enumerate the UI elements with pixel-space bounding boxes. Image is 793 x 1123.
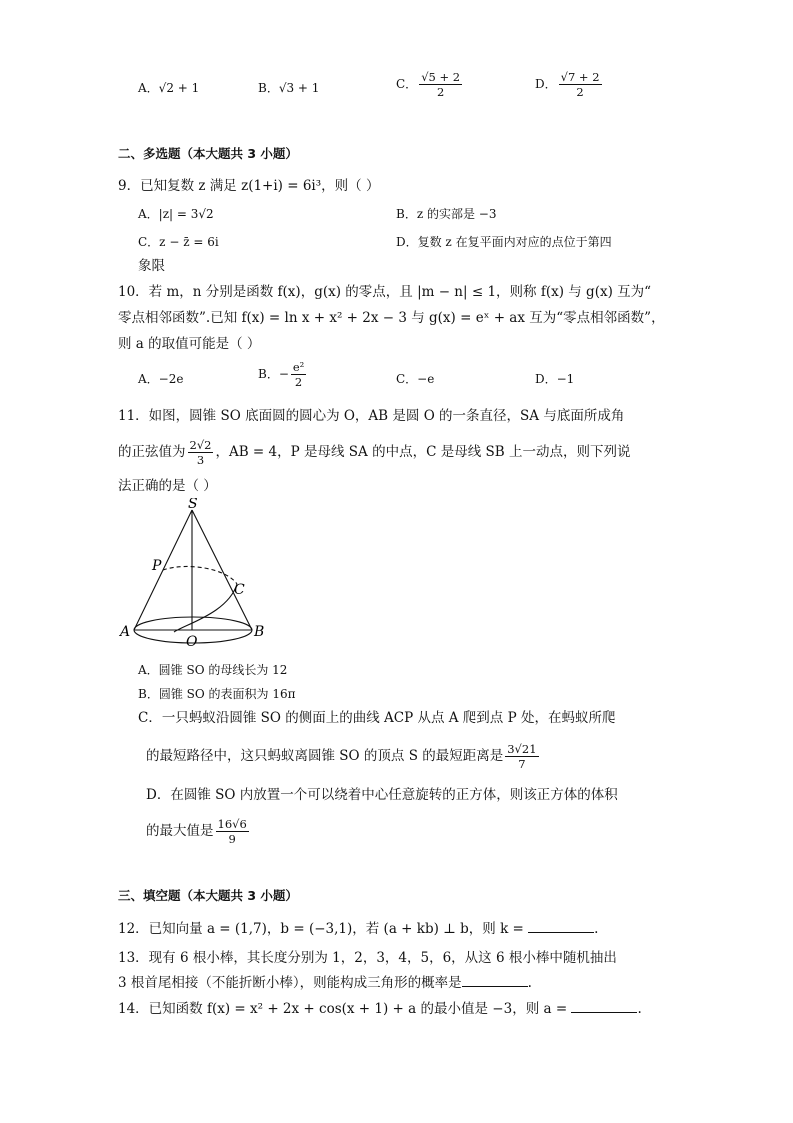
fraction-denominator: 3: [196, 453, 205, 467]
fraction-numerator: √7 + 2: [560, 70, 600, 84]
q12-text: 12．已知向量 a = (1,7)，b = (−3,1)，若 (a + kb) ⊥ b，则 k =: [118, 921, 524, 937]
q11-line-2: [118, 438, 630, 467]
q9-option-b: B．z 的实部是 −3: [396, 207, 497, 221]
q10-line-2: 零点相邻函数”.已知 f(x) = ln x + x² + 2x − 3 与 g(x) = eˣ + ax 互为“零点相邻函数”，: [118, 310, 665, 326]
q11-line-3: 法正确的是（ ）: [118, 478, 217, 494]
label-o: O: [186, 634, 198, 650]
q14-end: .: [637, 1001, 642, 1017]
q13-answer-blank[interactable]: [462, 972, 528, 987]
q9-option-d: D．复数 z 在复平面内对应的点位于第四: [396, 235, 612, 249]
q11-option-d-fraction: [216, 817, 249, 846]
fraction-denominator: 2: [576, 85, 584, 99]
q11-option-d-line-1: D．在圆锥 SO 内放置一个可以绕着中心任意旋转的正方体，则该正方体的体积: [146, 787, 618, 803]
curve-acp-dashed: [163, 566, 237, 584]
fraction-numerator: 3√21: [507, 742, 537, 756]
q11-line-2-suffix: ，AB = 4，P 是母线 SA 的中点，C 是母线 SB 上一动点，则下列说: [215, 444, 631, 460]
fraction-denominator: 7: [518, 757, 526, 771]
q9-stem: 9．已知复数 z 满足 z(1+i) = 6i³，则（ ）: [118, 178, 380, 194]
q13-text: 3 根首尾相接（不能折断小棒），则能构成三角形的概率是: [118, 975, 462, 991]
q10-line-1: 10．若 m，n 分别是函数 f(x)，g(x) 的零点，且 |m − n| ≤ 1，则称 f(x) 与 g(x) 互为“: [118, 284, 652, 300]
q10-option-c: C．−e: [396, 372, 435, 386]
q8-option-a-text: A．√2 + 1: [138, 81, 200, 95]
label-a: A: [120, 624, 131, 640]
fraction-numerator: √5 + 2: [421, 70, 461, 84]
q14-answer-blank[interactable]: [571, 998, 637, 1013]
q11-line-2-prefix: 的正弦值为: [118, 444, 186, 460]
q10-option-b: [258, 360, 308, 389]
q8-option-c: [396, 70, 464, 99]
q10-option-b-label: B．−: [258, 367, 289, 381]
q8-option-c-fraction: [419, 70, 462, 99]
label-b: B: [254, 624, 265, 640]
fraction-numerator: 2√2: [189, 438, 212, 452]
q14-text: 14．已知函数 f(x) = x² + 2x + cos(x + 1) + a 的最小值是 −3，则 a =: [118, 1001, 568, 1017]
q9-option-d-continued: 象限: [138, 258, 165, 274]
q13-line-2: [118, 972, 532, 993]
section-2-title: 二、多选题（本大题共 3 小题）: [118, 146, 298, 161]
q12: [118, 918, 598, 939]
q8-option-d-label: D．: [535, 77, 557, 91]
generatrix-sb: [192, 510, 252, 630]
q8-option-d-fraction: [559, 70, 602, 99]
q11-option-c-prefix: 的最短路径中，这只蚂蚁离圆锥 SO 的顶点 S 的最短距离是: [146, 748, 504, 764]
q9-option-c: C．z − z̄ = 6i: [138, 235, 219, 249]
q11-option-c-fraction: [505, 742, 538, 771]
q10-option-b-fraction: [291, 360, 306, 389]
q10-option-d: D．−1: [535, 372, 575, 386]
q11-option-c-line-1: C．一只蚂蚁沿圆锥 SO 的侧面上的曲线 ACP 从点 A 爬到点 P 处，在蚂蚁所爬: [138, 710, 616, 726]
label-c: C: [234, 582, 245, 598]
q8-option-b-text: B．√3 + 1: [258, 81, 320, 95]
fraction-numerator: 16√6: [217, 817, 247, 831]
fraction-denominator: 9: [228, 832, 236, 846]
q8-option-b: [258, 78, 319, 98]
q10-line-3: 则 a 的取值可能是（ ）: [118, 336, 261, 352]
q11-option-a: A．圆锥 SO 的母线长为 12: [138, 663, 288, 677]
q11-option-d-prefix: 的最大值是: [146, 823, 214, 839]
q12-answer-blank[interactable]: [528, 918, 594, 933]
base-ellipse-back: [134, 617, 252, 630]
cone-figure: [116, 498, 276, 650]
q12-end: .: [594, 921, 599, 937]
q11-option-d-line-2: [146, 817, 251, 846]
q11-sine-fraction: [188, 438, 214, 467]
q8-option-d: [535, 70, 604, 99]
q8-option-c-label: C．: [396, 77, 418, 91]
section-3-title: 三、填空题（本大题共 3 小题）: [118, 888, 298, 903]
fraction-denominator: 2: [436, 85, 445, 99]
curve-acp-solid: [174, 584, 237, 632]
label-s: S: [188, 498, 198, 512]
q11-line-1: 11．如图，圆锥 SO 底面圆的圆心为 O，AB 是圆 O 的一条直径，SA 与底面所成角: [118, 408, 625, 424]
fraction-denominator: 2: [294, 375, 303, 389]
q14: [118, 998, 642, 1019]
q10-option-a: A．−2e: [138, 372, 184, 386]
q13-line-1: 13．现有 6 根小棒，其长度分别为 1，2，3，4，5，6，从这 6 根小棒中随机抽出: [118, 950, 617, 966]
fraction-numerator: e²: [292, 360, 305, 374]
label-p: P: [152, 558, 162, 574]
q8-option-a: [138, 78, 199, 98]
q11-option-b: B．圆锥 SO 的表面积为 16π: [138, 687, 296, 701]
q11-option-c-line-2: [146, 742, 541, 771]
q13-end: .: [527, 975, 532, 991]
q9-option-a: A．|z| = 3√2: [138, 207, 214, 221]
